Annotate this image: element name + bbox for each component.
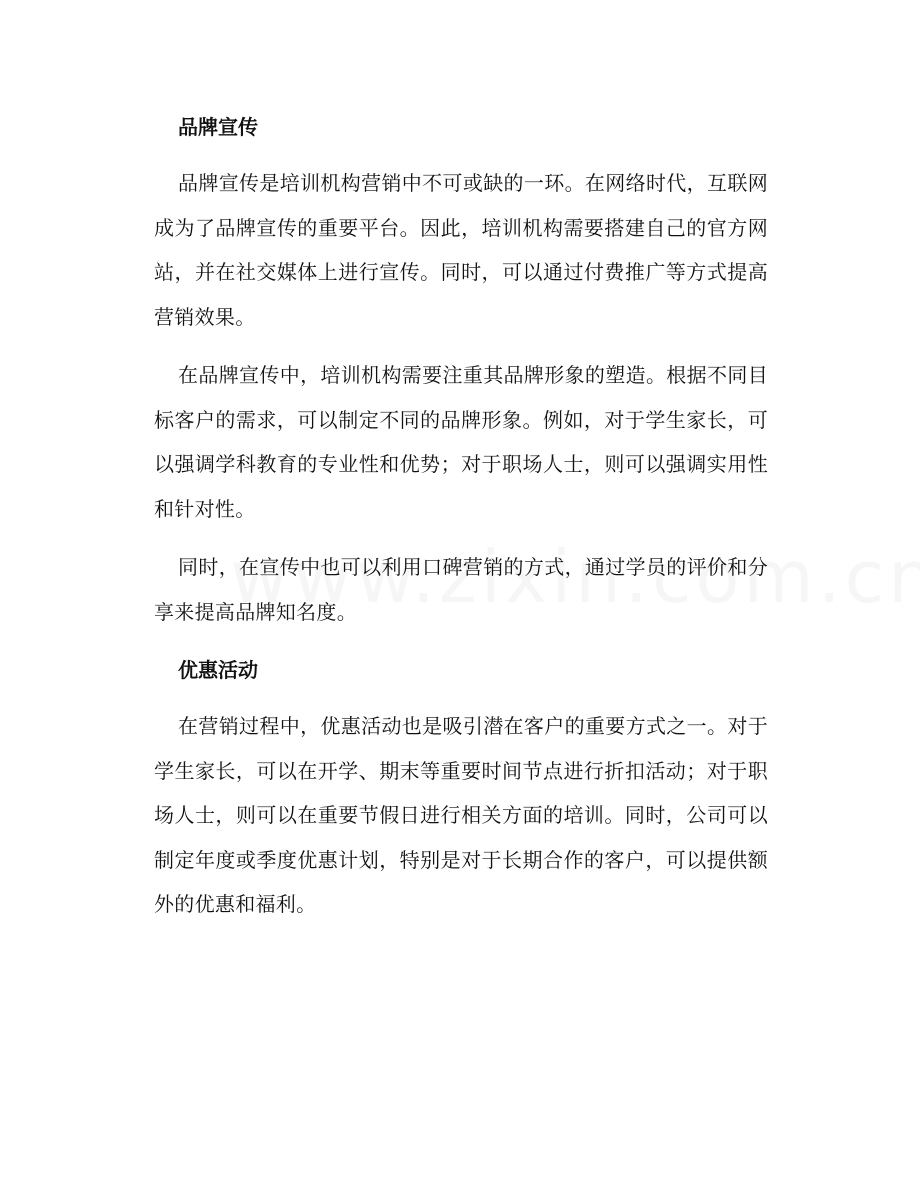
- paragraph: 同时，在宣传中也可以利用口碑营销的方式，通过学员的评价和分享来提高品牌知名度。: [154, 555, 768, 624]
- section-promotions: [154, 648, 768, 927]
- paragraph: 在营销过程中，优惠活动也是吸引潜在客户的重要方式之一。对于学生家长，可以在开学、期末等重要时间节点进行折扣活动；对于职场人士，则可以在重要节假日进行相关方面的培训。同时，公司可以制定年度或季度优惠计划，特别是对于长期合作的客户，可以提供额外的优惠和福利。: [154, 714, 768, 916]
- section-heading: 优惠活动: [178, 658, 258, 682]
- paragraph: 在品牌宣传中，培训机构需要注重其品牌形象的塑造。根据不同目标客户的需求，可以制定不同的品牌形象。例如，对于学生家长，可以强调学科教育的专业性和优势；对于职场人士，则可以强调实用性和针对性。: [154, 363, 768, 521]
- section-heading: 品牌宣传: [178, 115, 258, 139]
- paragraph: 品牌宣传是培训机构营销中不可或缺的一环。在网络时代，互联网成为了品牌宣传的重要平台。因此，培训机构需要搭建自己的官方网站，并在社交媒体上进行宣传。同时，可以通过付费推广等方式提高营销效果。: [154, 171, 768, 329]
- section-brand-promotion: [154, 105, 768, 634]
- document-content: [154, 105, 768, 941]
